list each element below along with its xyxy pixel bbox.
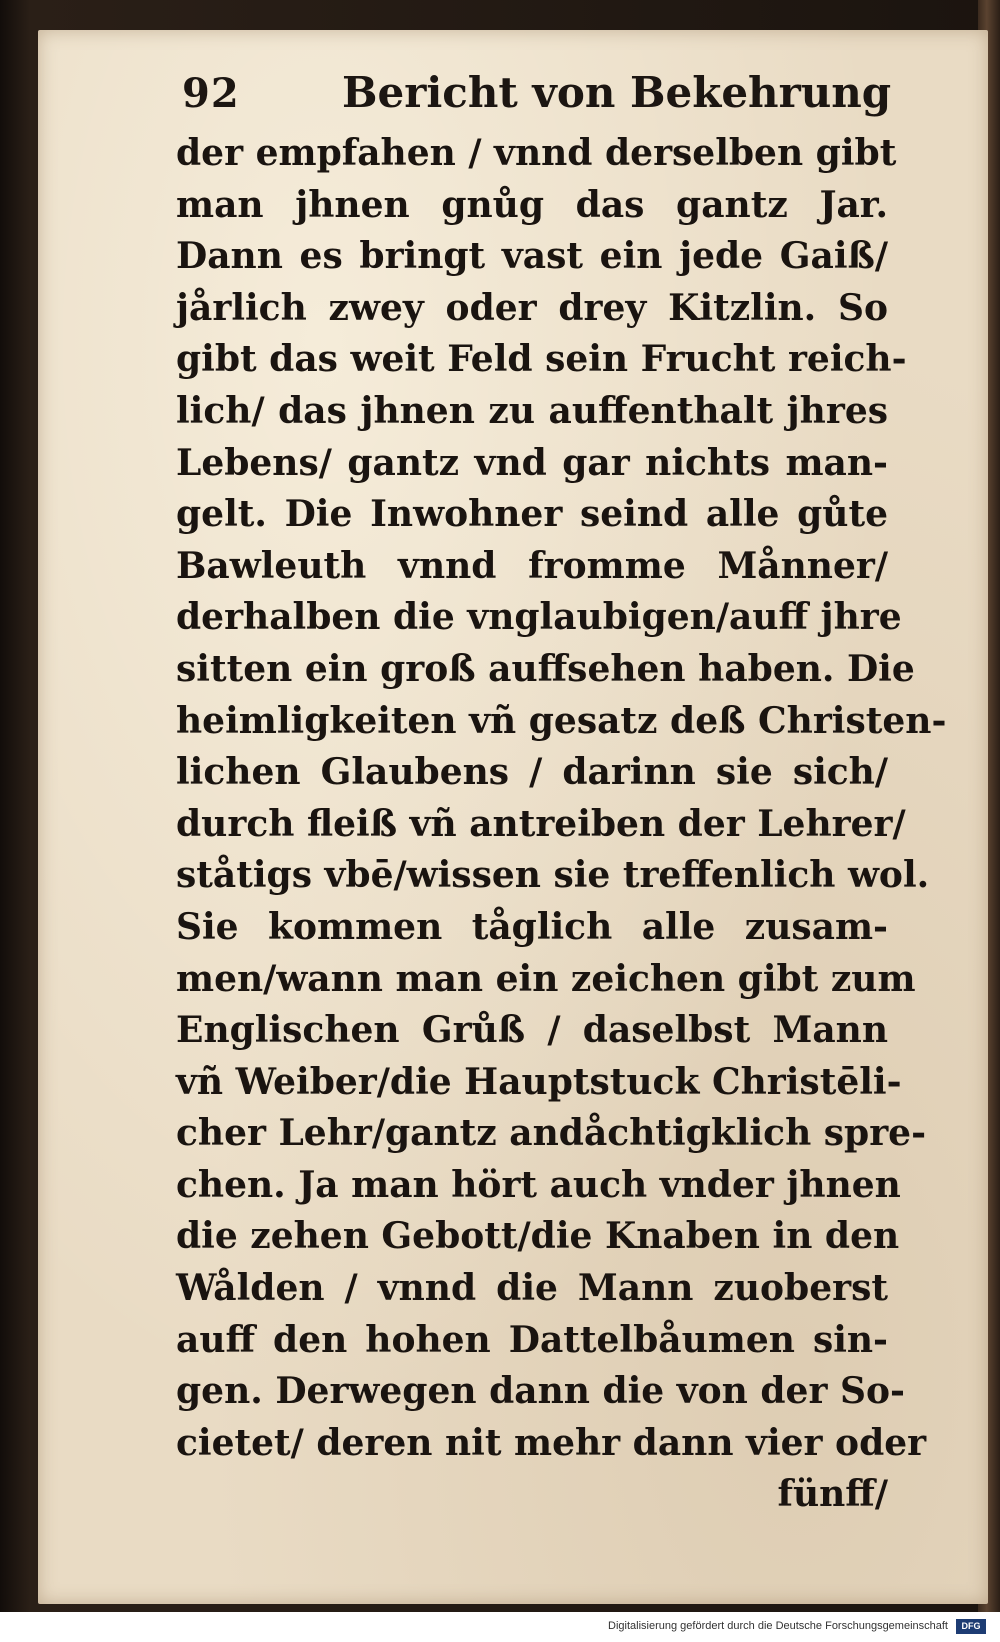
dfg-logo-icon: DFG <box>956 1619 986 1634</box>
text-line: lichen Glaubens / darinn sie sich/ <box>176 751 888 794</box>
text-line: derhalben die vnglaubigen/auff jhre <box>176 596 902 639</box>
text-line: lich/ das jhnen zu auffenthalt jhres <box>176 389 888 432</box>
page-header <box>182 64 902 128</box>
running-head: Bericht von Bekehrung <box>342 68 892 117</box>
funding-credit: Digitalisierung gefördert durch die Deutsche Forschungsgemeinschaft <box>608 1620 948 1632</box>
text-line: Lebens/ gantz vnd gar nichts man- <box>176 441 888 484</box>
text-line: Wålden / vnnd die Mann zuoberst <box>176 1267 888 1310</box>
text-line: cietet/ deren nit mehr dann vier oder <box>176 1421 927 1464</box>
body-text <box>176 128 947 1521</box>
text-line: jårlich zwey oder drey Kitzlin. So <box>176 286 888 329</box>
text-line: der empfahen / vnnd derselben gibt <box>176 132 897 174</box>
text-line: Sie kommen tåglich alle zusam- <box>176 905 888 948</box>
text-line: gibt das weit Feld sein Frucht reich- <box>176 338 907 381</box>
text-line: sitten ein groß auffsehen haben. Die <box>176 647 915 690</box>
text-line: cher Lehr/gantz andåchtigklich spre- <box>176 1112 927 1155</box>
page-number: 92 <box>182 70 240 117</box>
catchword: fünff/ <box>777 1473 888 1516</box>
text-line: durch fleiß vñ antreiben der Lehrer/ <box>176 802 906 845</box>
text-line: chen. Ja man hört auch vnder jhnen <box>176 1163 901 1206</box>
text-line: man jhnen gnůg das gantz Jar. <box>176 183 888 226</box>
text-line: men/wann man ein zeichen gibt zum <box>176 957 916 1000</box>
text-line: heimligkeiten vñ gesatz deß Christen- <box>176 699 947 742</box>
text-line: gelt. Die Inwohner seind alle gůte <box>176 493 888 536</box>
text-line: die zehen Gebott/die Knaben in den <box>176 1215 900 1258</box>
text-line: Englischen Grůß / daselbst Mann <box>176 1009 888 1052</box>
text-line: gen. Derwegen dann die von der So- <box>176 1370 905 1413</box>
footer-bar <box>0 1612 1000 1642</box>
text-line: Dann es bringt vast ein jede Gaiß/ <box>176 235 888 278</box>
text-line: auff den hohen Dattelbåumen sin- <box>176 1318 888 1361</box>
text-line: ståtigs vbē/wissen sie treffenlich wol. <box>176 854 930 897</box>
text-line: Bawleuth vnnd fromme Månner/ <box>176 544 888 587</box>
text-line: vñ Weiber/die Hauptstuck Christēli- <box>176 1060 902 1103</box>
